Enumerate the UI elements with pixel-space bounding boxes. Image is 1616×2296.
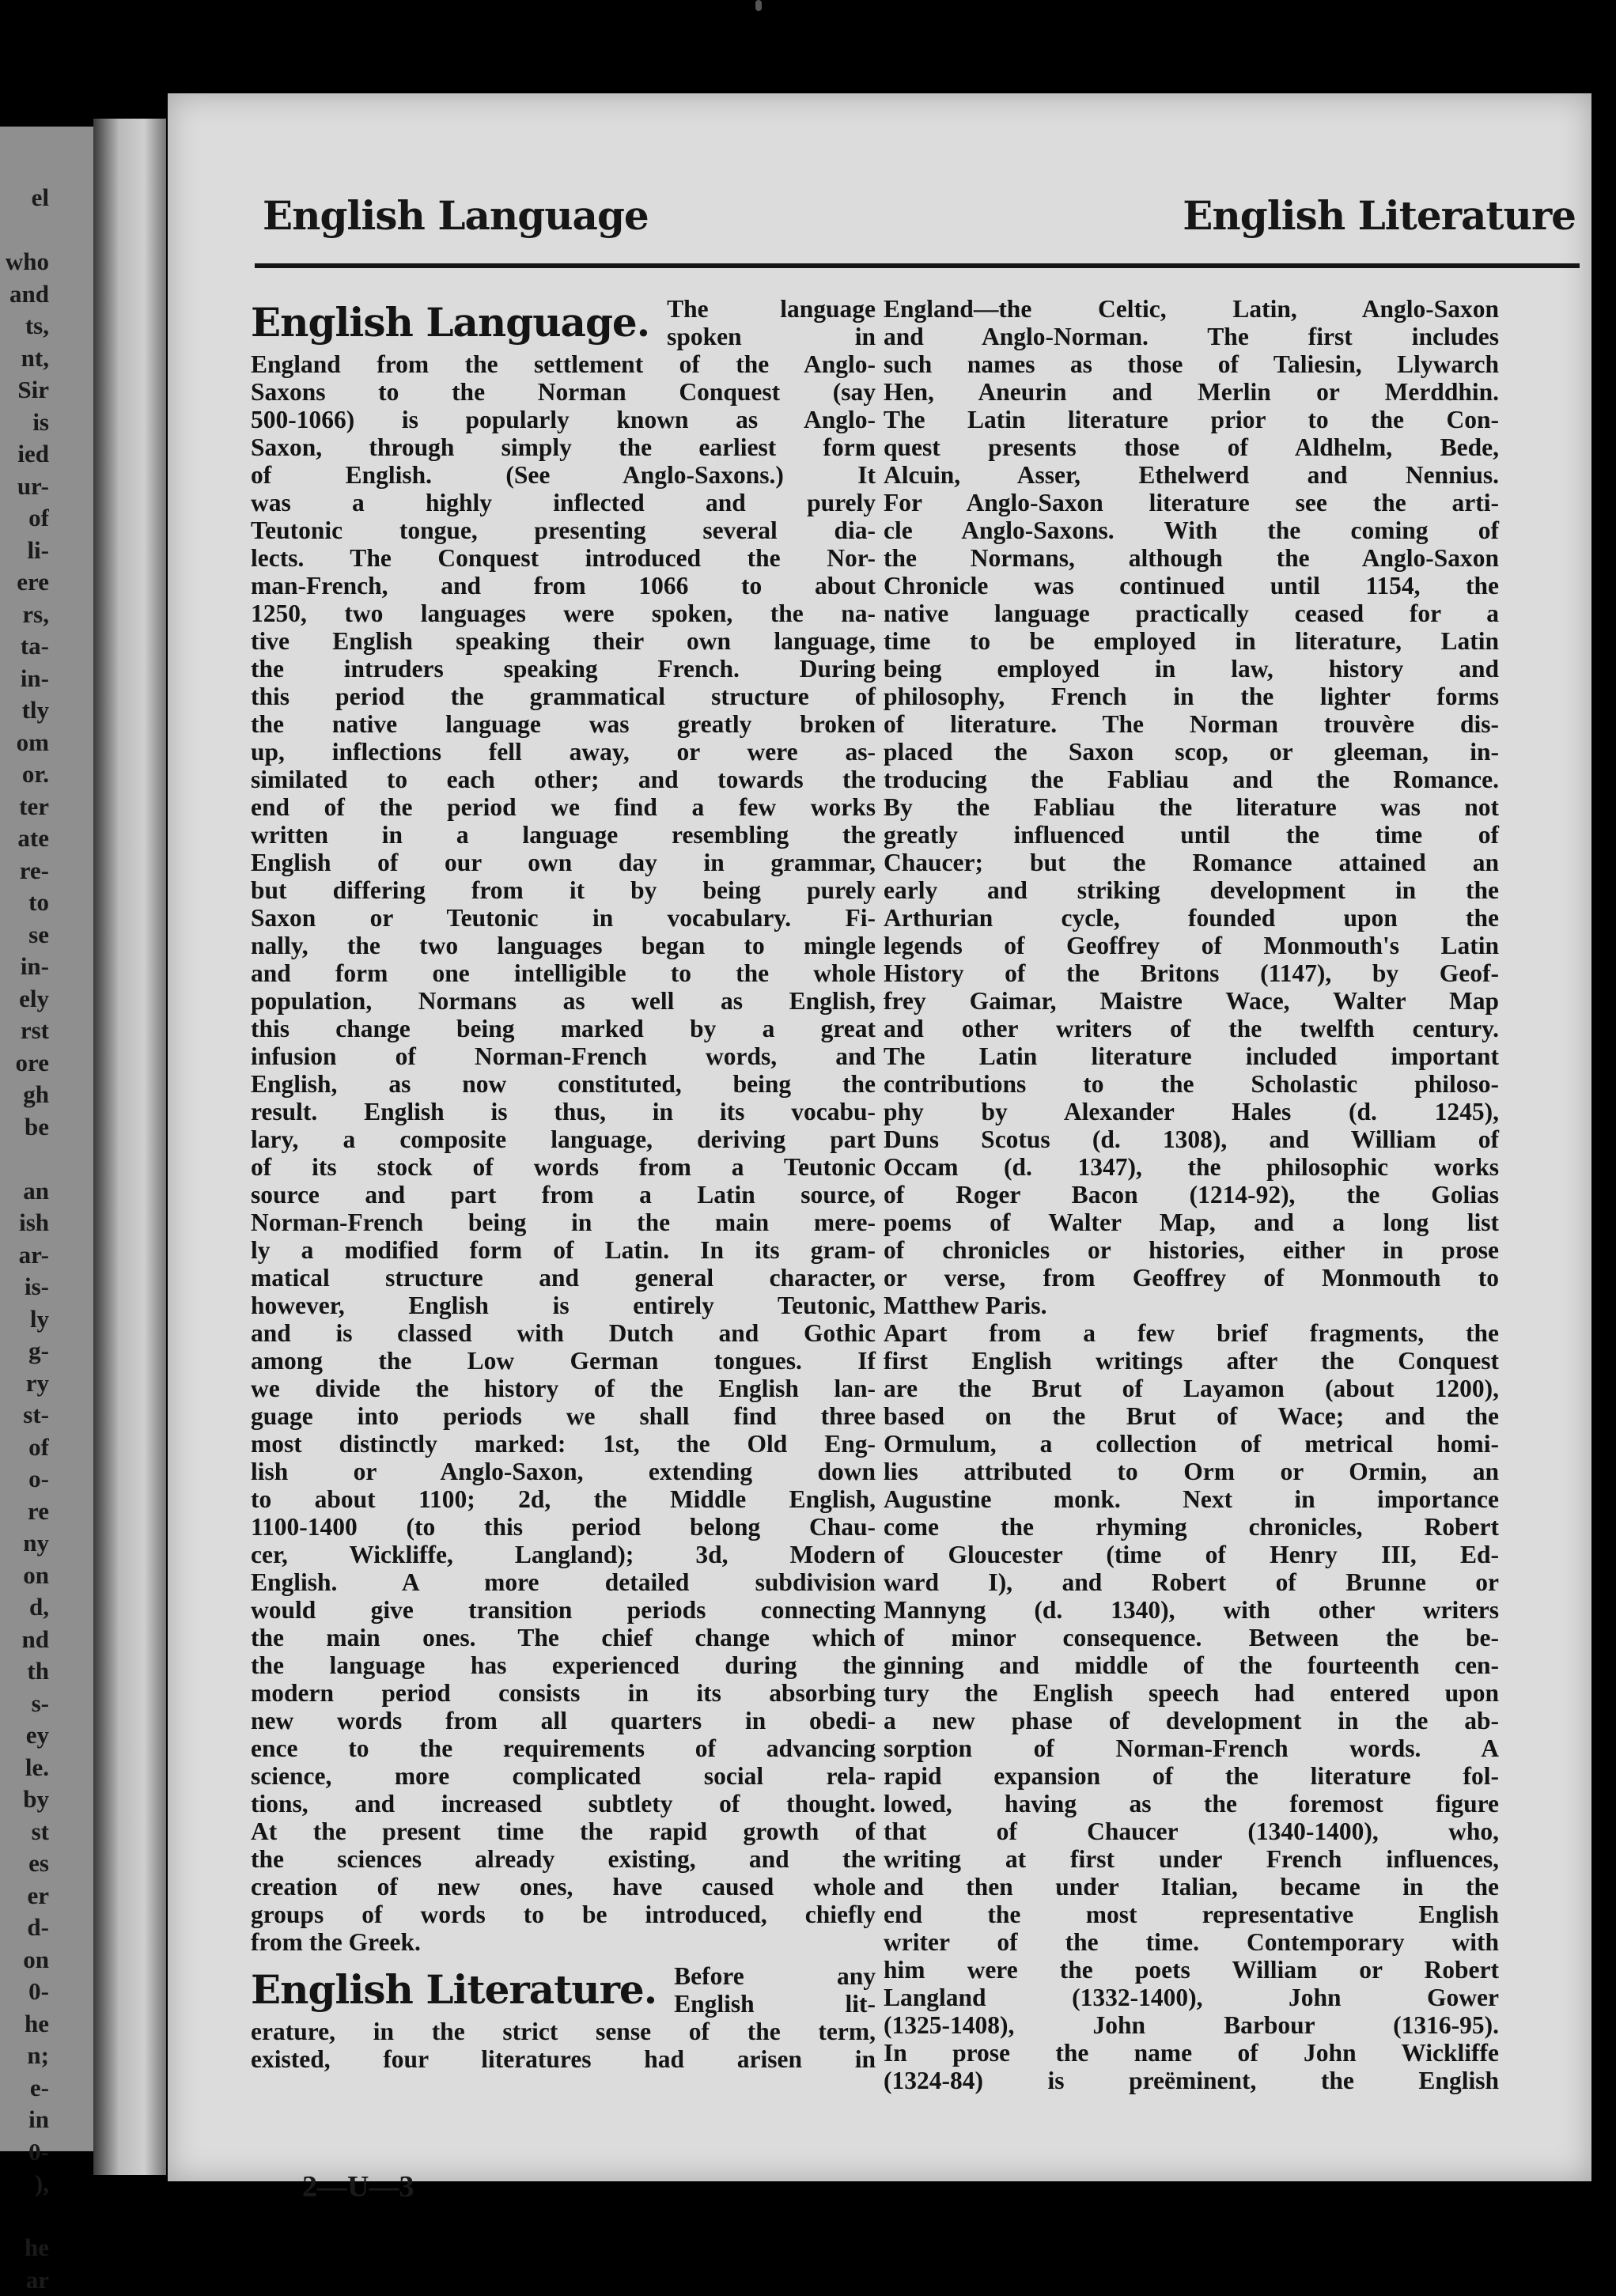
fragment-line: rs, [0, 599, 49, 631]
text-line: Saxon or Teutonic in vocabulary. Fi- [251, 904, 876, 932]
text-line: ginning and middle of the fourteenth cen- [884, 1651, 1499, 1679]
fragment-line: 0- [0, 1976, 49, 2008]
entry-intro [657, 1962, 876, 2018]
fragment-line: ar [0, 2264, 49, 2296]
text-line: Norman-French being in the main mere- [251, 1209, 876, 1236]
text-line: to about 1100; 2d, the Middle English, [251, 1485, 876, 1513]
text-line: philosophy, French in the lighter forms [884, 683, 1499, 710]
fragment-line: ts, [0, 310, 49, 342]
fragment-line: n; [0, 2040, 49, 2072]
fragment-line: st [0, 1816, 49, 1848]
text-line: Duns Scotus (d. 1308), and William of [884, 1125, 1499, 1153]
text-line: Arthurian cycle, founded upon the [884, 904, 1499, 932]
text-line: nally, the two languages began to mingle [251, 932, 876, 959]
text-line: existed, four literatures had arisen in [251, 2045, 876, 2073]
entry-english-literature-head [251, 1962, 876, 2018]
text-line: Occam (d. 1347), the philosophic works [884, 1153, 1499, 1181]
text-line: the native language was greatly broken [251, 710, 876, 738]
fragment-line: ish [0, 1207, 49, 1239]
fragment-line: 0- [0, 2136, 49, 2169]
text-line: first English writings after the Conquest [884, 1347, 1499, 1375]
text-line: contributions to the Scholastic philoso- [884, 1070, 1499, 1098]
fragment-line: he [0, 2008, 49, 2041]
fragment-line: o- [0, 1463, 49, 1496]
text-line: of Roger Bacon (1214-92), the Golias [884, 1181, 1499, 1209]
text-line: tions, and increased subtlety of thought. [251, 1790, 876, 1818]
text-line: from the Greek. [251, 1928, 876, 1956]
header-rule [255, 263, 1580, 268]
text-line: English. A more detailed subdivision [251, 1568, 876, 1596]
intro-line: spoken in [667, 323, 876, 350]
text-line: Chaucer; but the Romance attained an [884, 849, 1499, 876]
intro-line: The language [667, 295, 876, 323]
left-column [251, 295, 876, 2073]
signature-mark: 2—U—3 [302, 2169, 414, 2204]
fragment-line: es [0, 1848, 49, 1880]
running-head-left: English Language [263, 192, 649, 239]
fragment-line: ter [0, 791, 49, 823]
text-line: that of Chaucer (1340-1400), who, [884, 1818, 1499, 1845]
text-line: such names as those of Taliesin, Llywarch [884, 350, 1499, 378]
text-line: him were the poets William or Robert [884, 1956, 1499, 1984]
fragment-line [0, 1143, 49, 1175]
fragment-line: and [0, 278, 49, 311]
text-line: ence to the requirements of advancing [251, 1734, 876, 1762]
text-line: similated to each other; and towards the [251, 766, 876, 793]
text-line: of literature. The Norman trouvère dis- [884, 710, 1499, 738]
text-line: Mannyng (d. 1340), with other writers [884, 1596, 1499, 1624]
fragment-line: ny [0, 1527, 49, 1560]
text-line: lies attributed to Orm or Ormin, an [884, 1458, 1499, 1485]
text-line: of English. (See Anglo-Saxons.) It [251, 461, 876, 489]
dust-mark [755, 0, 762, 11]
text-line: man-French, and from 1066 to about [251, 572, 876, 600]
fragment-line [0, 2200, 49, 2233]
fragment-line: on [0, 1944, 49, 1976]
text-line: of Gloucester (time of Henry III, Ed- [884, 1541, 1499, 1568]
text-line: Saxon, through simply the earliest form [251, 433, 876, 461]
text-line: greatly influenced until the time of [884, 821, 1499, 849]
entry-intro [649, 295, 876, 350]
fragment-line: re [0, 1496, 49, 1528]
text-line: ly a modified form of Latin. In its gram- [251, 1236, 876, 1264]
text-line: written in a language resembling the [251, 821, 876, 849]
fragment-line: of [0, 502, 49, 535]
text-line: tive English speaking their own language, [251, 627, 876, 655]
fragment-line: ied [0, 438, 49, 471]
text-line: Langland (1332-1400), John Gower [884, 1984, 1499, 2011]
fragment-line: an [0, 1175, 49, 1208]
text-line: new words from all quarters in obedi- [251, 1707, 876, 1734]
fragment-line: ore [0, 1047, 49, 1080]
text-line: Hen, Aneurin and Merlin or Merddhin. [884, 378, 1499, 406]
text-line: infusion of Norman-French words, and [251, 1042, 876, 1070]
text-line: Apart from a few brief fragments, the [884, 1319, 1499, 1347]
text-line: come the rhyming chronicles, Robert [884, 1513, 1499, 1541]
text-line: a new phase of development in the ab- [884, 1707, 1499, 1734]
fragment-line: of [0, 1432, 49, 1464]
fragment-line: in [0, 2104, 49, 2136]
text-line: end of the period we find a few works [251, 793, 876, 821]
fragment-line: s- [0, 1688, 49, 1720]
fragment-line: er [0, 1880, 49, 1912]
text-line: 1250, two languages were spoken, the na- [251, 600, 876, 627]
text-line: up, inflections fell away, or were as- [251, 738, 876, 766]
entry-english-language-head [251, 295, 876, 350]
text-line: of its stock of words from a Teutonic [251, 1153, 876, 1181]
fragment-line: ly [0, 1303, 49, 1336]
text-line: frey Gaimar, Maistre Wace, Walter Map [884, 987, 1499, 1015]
text-line: History of the Britons (1147), by Geof- [884, 959, 1499, 987]
text-line: lish or Anglo-Saxon, extending down [251, 1458, 876, 1485]
entry-english-literature-body [251, 2018, 876, 2073]
text-line: lowed, having as the foremost figure [884, 1790, 1499, 1818]
text-line: are the Brut of Layamon (about 1200), [884, 1375, 1499, 1402]
text-line: being employed in law, history and [884, 655, 1499, 683]
fragment-line: be [0, 1111, 49, 1144]
fragment-line: ate [0, 823, 49, 855]
fragment-line: rst [0, 1015, 49, 1047]
text-line: matical structure and general character, [251, 1264, 876, 1292]
intro-line: English lit- [674, 1990, 876, 2018]
text-line: was a highly inflected and purely [251, 489, 876, 516]
fragment-line: ry [0, 1367, 49, 1400]
fragment-line: is [0, 407, 49, 439]
text-line: guage into periods we shall find three [251, 1402, 876, 1430]
text-line: quest presents those of Aldhelm, Bede, [884, 433, 1499, 461]
text-line: the language has experienced during the [251, 1651, 876, 1679]
fragment-line: d, [0, 1591, 49, 1624]
text-line: lary, a composite language, deriving part [251, 1125, 876, 1153]
fragment-line: ely [0, 983, 49, 1016]
text-line: source and part from a Latin source, [251, 1181, 876, 1209]
text-line: (1324-84) is preëminent, the English [884, 2067, 1499, 2094]
text-line: The Latin literature included important [884, 1042, 1499, 1070]
text-line: writer of the time. Contemporary with [884, 1928, 1499, 1956]
fragment-line: ur- [0, 471, 49, 503]
text-line: early and striking development in the [884, 876, 1499, 904]
text-line: we divide the history of the English lan- [251, 1375, 876, 1402]
text-line: Saxons to the Norman Conquest (say [251, 378, 876, 406]
fragment-line: ere [0, 566, 49, 599]
text-line: Augustine monk. Next in importance [884, 1485, 1499, 1513]
text-line: lects. The Conquest introduced the Nor- [251, 544, 876, 572]
text-line: ward I), and Robert of Brunne or [884, 1568, 1499, 1596]
text-line: In prose the name of John Wickliffe [884, 2039, 1499, 2067]
fragment-line: el [0, 182, 49, 214]
fragment-line: g- [0, 1335, 49, 1367]
text-line: 500-1066) is popularly known as Anglo- [251, 406, 876, 433]
text-line: troducing the Fabliau and the Romance. [884, 766, 1499, 793]
text-line: Matthew Paris. [884, 1292, 1499, 1319]
text-line: or verse, from Geoffrey of Monmouth to [884, 1264, 1499, 1292]
fragment-line: who [0, 246, 49, 278]
text-line: sorption of Norman-French words. A [884, 1734, 1499, 1762]
text-line: and is classed with Dutch and Gothic [251, 1319, 876, 1347]
text-line: modern period consists in its absorbing [251, 1679, 876, 1707]
fragment-line: is- [0, 1271, 49, 1303]
text-line: erature, in the strict sense of the term, [251, 2018, 876, 2045]
text-line: writing at first under French influences, [884, 1845, 1499, 1873]
text-line: (1325-1408), John Barbour (1316-95). [884, 2011, 1499, 2039]
fragment-line [0, 214, 49, 247]
text-line: and then under Italian, became in the [884, 1873, 1499, 1901]
text-line: of chronicles or histories, either in prose [884, 1236, 1499, 1264]
fragment-line: ), [0, 2168, 49, 2200]
text-line: legends of Geoffrey of Monmouth's Latin [884, 932, 1499, 959]
text-line: and Anglo-Norman. The first includes [884, 323, 1499, 350]
text-line: would give transition periods connecting [251, 1596, 876, 1624]
text-line: but differing from it by being purely [251, 876, 876, 904]
text-line: The Latin literature prior to the Con- [884, 406, 1499, 433]
entry-title-english-literature: English Literature. [251, 1962, 657, 2018]
text-line: At the present time the rapid growth of [251, 1818, 876, 1845]
entry-title-english-language: English Language. [251, 295, 649, 350]
text-line: science, more complicated social rela- [251, 1762, 876, 1790]
text-line: among the Low German tongues. If [251, 1347, 876, 1375]
text-line: end the most representative English [884, 1901, 1499, 1928]
text-line: creation of new ones, have caused whole [251, 1873, 876, 1901]
text-line: and other writers of the twelfth century. [884, 1015, 1499, 1042]
fragment-line: d- [0, 1912, 49, 1944]
text-line: Ormulum, a collection of metrical homi- [884, 1430, 1499, 1458]
text-line: poems of Walter Map, and a long list [884, 1209, 1499, 1236]
running-head-right: English Literature [1183, 192, 1576, 239]
text-line: 1100-1400 (to this period belong Chau- [251, 1513, 876, 1541]
right-column [884, 295, 1499, 2094]
text-line: groups of words to be introduced, chiefly [251, 1901, 876, 1928]
fragment-line: ta- [0, 630, 49, 663]
fragment-line: Sir [0, 374, 49, 407]
text-line: By the Fabliau the literature was not [884, 793, 1499, 821]
fragment-line: tly [0, 694, 49, 727]
text-line: this change being marked by a great [251, 1015, 876, 1042]
fragment-line: om [0, 727, 49, 759]
text-line: of minor consequence. Between the be- [884, 1624, 1499, 1651]
intro-line: Before any [674, 1962, 876, 1990]
fragment-line: re- [0, 855, 49, 887]
fragment-line: ar- [0, 1239, 49, 1272]
text-line: England from the settlement of the Anglo- [251, 350, 876, 378]
fragment-line: or. [0, 758, 49, 791]
entry-english-language-body [251, 350, 876, 1956]
text-line: based on the Brut of Wace; and the [884, 1402, 1499, 1430]
fragment-line: st- [0, 1399, 49, 1432]
text-line: tury the English speech had entered upon [884, 1679, 1499, 1707]
fragment-line: ey [0, 1719, 49, 1752]
page-gutter [93, 119, 166, 2175]
text-line: For Anglo-Saxon literature see the arti- [884, 489, 1499, 516]
text-line: England—the Celtic, Latin, Anglo-Saxon [884, 295, 1499, 323]
fragment-line: by [0, 1783, 49, 1816]
fragment-line: le. [0, 1752, 49, 1784]
fragment-line: on [0, 1560, 49, 1592]
text-line: native language practically ceased for a [884, 600, 1499, 627]
text-line: time to be employed in literature, Latin [884, 627, 1499, 655]
fragment-line: nd [0, 1624, 49, 1656]
fragment-line: li- [0, 535, 49, 567]
text-line: English, as now constituted, being the [251, 1070, 876, 1098]
text-line: Chronicle was continued until 1154, the [884, 572, 1499, 600]
text-line: result. English is thus, in its vocabu- [251, 1098, 876, 1125]
text-line: placed the Saxon scop, or gleeman, in- [884, 738, 1499, 766]
text-line: Alcuin, Asser, Ethelwerd and Nennius. [884, 461, 1499, 489]
text-line: the intruders speaking French. During [251, 655, 876, 683]
text-line: and form one intelligible to the whole [251, 959, 876, 987]
text-line: rapid expansion of the literature fol- [884, 1762, 1499, 1790]
fragment-line: nt, [0, 342, 49, 375]
text-line: however, English is entirely Teutonic, [251, 1292, 876, 1319]
text-line: this period the grammatical structure of [251, 683, 876, 710]
page [168, 93, 1591, 2181]
text-line: population, Normans as well as English, [251, 987, 876, 1015]
text-line: phy by Alexander Hales (d. 1245), [884, 1098, 1499, 1125]
text-line: the Normans, although the Anglo-Saxon [884, 544, 1499, 572]
text-line: most distinctly marked: 1st, the Old Eng- [251, 1430, 876, 1458]
fragment-line: th [0, 1655, 49, 1688]
text-line: the main ones. The chief change which [251, 1624, 876, 1651]
fragment-line: in- [0, 663, 49, 695]
text-line: the sciences already existing, and the [251, 1845, 876, 1873]
previous-page-fragments [0, 182, 49, 2296]
text-line: Teutonic tongue, presenting several dia- [251, 516, 876, 544]
fragment-line: gh [0, 1079, 49, 1111]
fragment-line: se [0, 919, 49, 951]
fragment-line: in- [0, 951, 49, 983]
fragment-line: he [0, 2232, 49, 2264]
text-line: English of our own day in grammar, [251, 849, 876, 876]
fragment-line: e- [0, 2072, 49, 2105]
fragment-line: to [0, 887, 49, 919]
text-line: cer, Wickliffe, Langland); 3d, Modern [251, 1541, 876, 1568]
text-line: cle Anglo-Saxons. With the coming of [884, 516, 1499, 544]
